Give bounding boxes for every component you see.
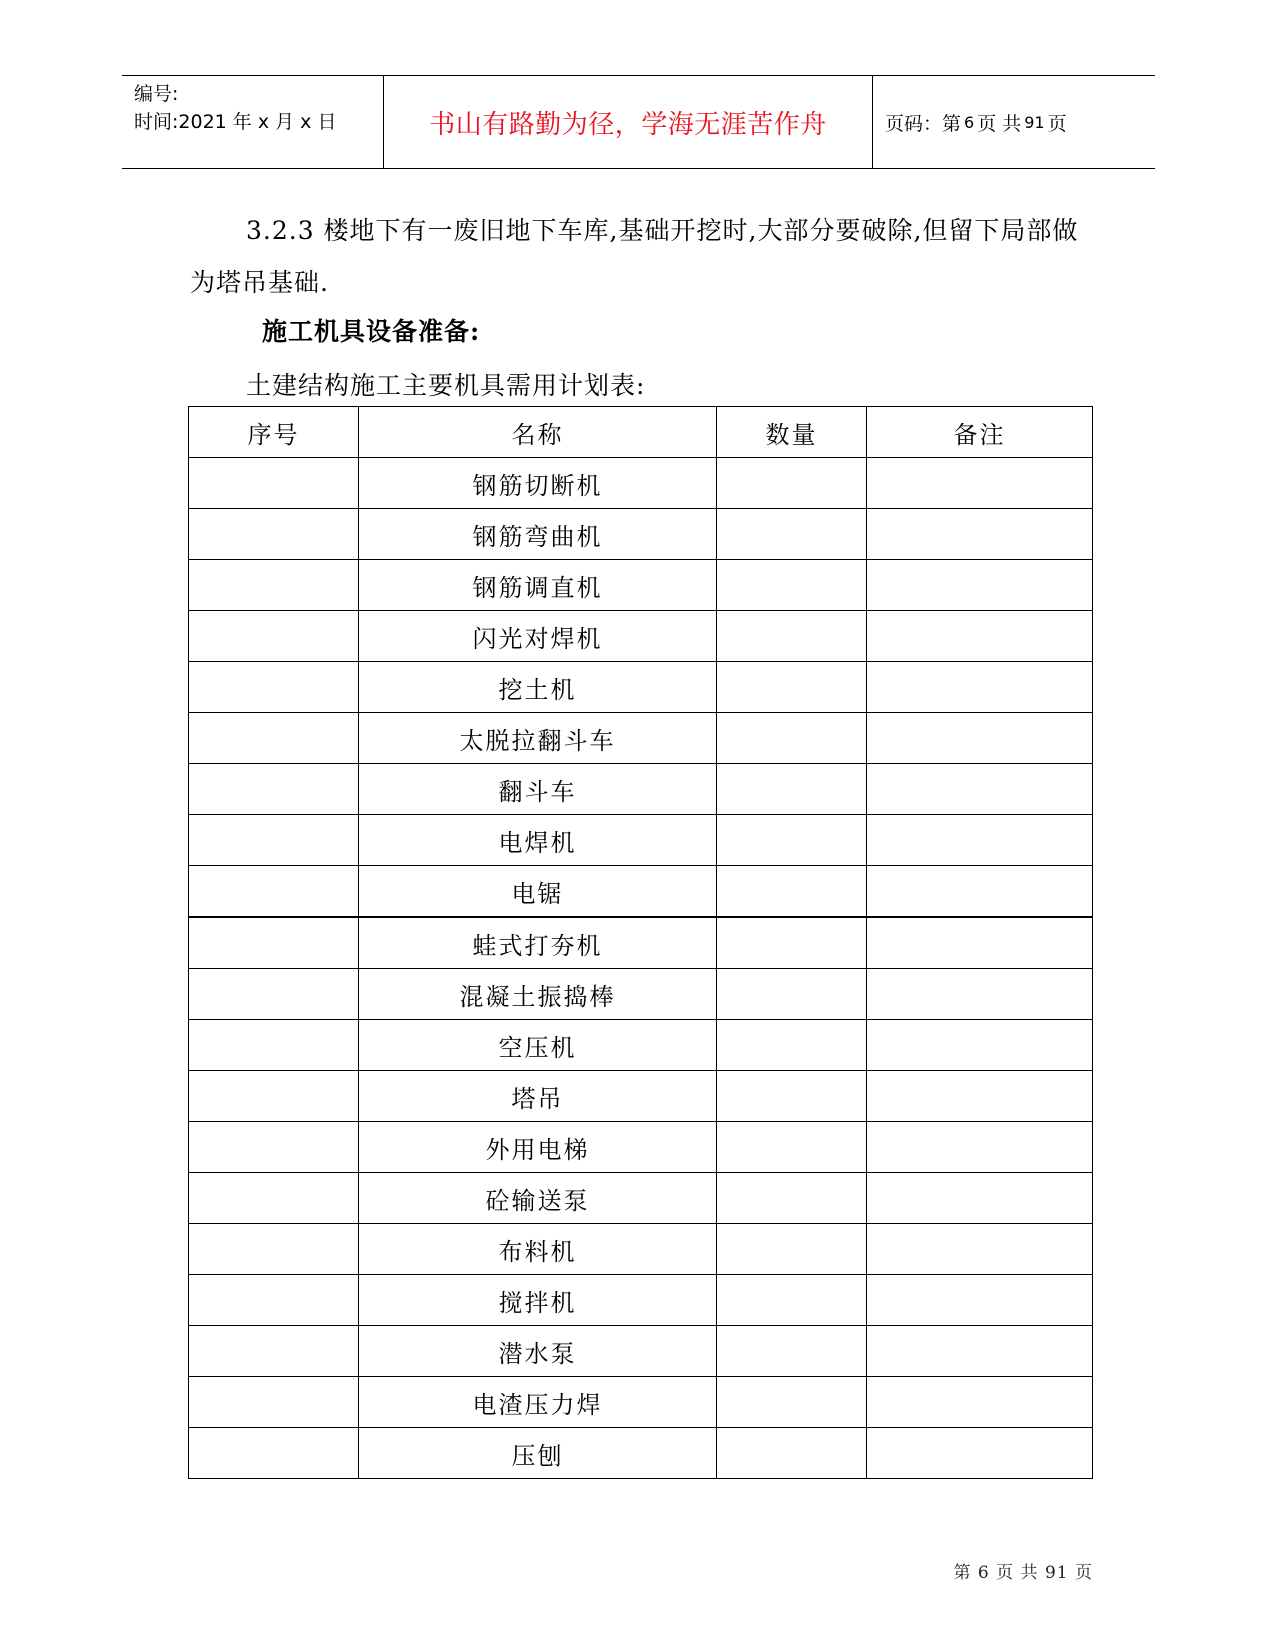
cell-serial-number <box>189 662 359 713</box>
cell-quantity <box>717 611 867 662</box>
cell-remarks <box>867 1377 1093 1428</box>
table-row <box>189 1173 1093 1224</box>
equipment-table <box>188 406 1093 1479</box>
cell-serial-number <box>189 509 359 560</box>
cell-serial-number <box>189 1122 359 1173</box>
cell-quantity <box>717 1428 867 1479</box>
cell-remarks <box>867 1020 1093 1071</box>
cell-remarks <box>867 969 1093 1020</box>
cell-serial-number <box>189 1428 359 1479</box>
cell-name: 潜水泵 <box>359 1326 717 1377</box>
cell-name: 压刨 <box>359 1428 717 1479</box>
cell-name: 外用电梯 <box>359 1122 717 1173</box>
header-remarks: 备注 <box>867 407 1093 458</box>
cell-name: 空压机 <box>359 1020 717 1071</box>
cell-serial-number <box>189 1224 359 1275</box>
table-row <box>189 713 1093 764</box>
cell-quantity <box>717 764 867 815</box>
cell-remarks <box>867 815 1093 866</box>
page-header <box>122 75 1155 169</box>
cell-quantity <box>717 969 867 1020</box>
table-row <box>189 1071 1093 1122</box>
cell-remarks <box>867 866 1093 918</box>
cell-name: 砼输送泵 <box>359 1173 717 1224</box>
table-row <box>189 969 1093 1020</box>
table-row <box>189 1224 1093 1275</box>
cell-serial-number <box>189 969 359 1020</box>
page-footer: 第 6 页 共 91 页 <box>953 1563 1093 1583</box>
cell-name: 钢筋调直机 <box>359 560 717 611</box>
cell-serial-number <box>189 611 359 662</box>
header-page-info <box>873 76 1155 168</box>
cell-name: 塔吊 <box>359 1071 717 1122</box>
table-row <box>189 1020 1093 1071</box>
cell-serial-number <box>189 815 359 866</box>
cell-serial-number <box>189 764 359 815</box>
table-row <box>189 611 1093 662</box>
cell-serial-number <box>189 458 359 509</box>
cell-quantity <box>717 1122 867 1173</box>
table-row <box>189 509 1093 560</box>
cell-quantity <box>717 662 867 713</box>
table-caption: 土建结构施工主要机具需用计划表: <box>246 371 646 400</box>
cell-remarks <box>867 1071 1093 1122</box>
table-row <box>189 560 1093 611</box>
header-meta <box>122 76 384 168</box>
document-date: 时间:2021 年 x 月 x 日 <box>134 111 337 133</box>
cell-quantity <box>717 1275 867 1326</box>
table-row <box>189 1326 1093 1377</box>
cell-remarks <box>867 662 1093 713</box>
page-mid: 页 共 <box>977 112 1022 135</box>
table-row <box>189 815 1093 866</box>
cell-serial-number <box>189 1326 359 1377</box>
cell-remarks <box>867 1173 1093 1224</box>
cell-quantity <box>717 1224 867 1275</box>
page-total: 91 <box>1024 112 1045 132</box>
cell-name: 钢筋切断机 <box>359 458 717 509</box>
cell-remarks <box>867 611 1093 662</box>
cell-quantity <box>717 866 867 918</box>
cell-name: 闪光对焊机 <box>359 611 717 662</box>
page-suffix: 页 <box>1047 112 1067 135</box>
table-row <box>189 1428 1093 1479</box>
cell-quantity <box>717 713 867 764</box>
cell-name: 蛙式打夯机 <box>359 917 717 969</box>
cell-quantity <box>717 560 867 611</box>
cell-quantity <box>717 1377 867 1428</box>
cell-name: 搅拌机 <box>359 1275 717 1326</box>
header-name: 名称 <box>359 407 717 458</box>
cell-quantity <box>717 1071 867 1122</box>
header-motto: 书山有路勤为径，学海无涯苦作舟 <box>384 76 873 168</box>
table-row <box>189 917 1093 969</box>
cell-serial-number <box>189 1275 359 1326</box>
cell-remarks <box>867 560 1093 611</box>
cell-name: 电焊机 <box>359 815 717 866</box>
cell-quantity <box>717 1020 867 1071</box>
cell-remarks <box>867 1275 1093 1326</box>
cell-serial-number <box>189 1377 359 1428</box>
cell-serial-number <box>189 1071 359 1122</box>
page-prefix: 页码：第 <box>885 112 962 135</box>
table-row <box>189 1275 1093 1326</box>
cell-remarks <box>867 458 1093 509</box>
document-number-label: 编号: <box>134 83 179 105</box>
cell-remarks <box>867 1428 1093 1479</box>
table-row <box>189 866 1093 918</box>
cell-remarks <box>867 713 1093 764</box>
cell-name: 电锯 <box>359 866 717 918</box>
cell-quantity <box>717 917 867 969</box>
table-row <box>189 1377 1093 1428</box>
cell-name: 电渣压力焊 <box>359 1377 717 1428</box>
cell-quantity <box>717 458 867 509</box>
cell-remarks <box>867 1122 1093 1173</box>
table-header-row <box>189 407 1093 458</box>
table-row <box>189 458 1093 509</box>
cell-serial-number <box>189 560 359 611</box>
table-row <box>189 1122 1093 1173</box>
cell-name: 钢筋弯曲机 <box>359 509 717 560</box>
cell-remarks <box>867 1326 1093 1377</box>
cell-name: 翻斗车 <box>359 764 717 815</box>
cell-serial-number <box>189 1173 359 1224</box>
header-quantity: 数量 <box>717 407 867 458</box>
cell-serial-number <box>189 917 359 969</box>
page-current: 6 <box>964 112 975 132</box>
cell-quantity <box>717 509 867 560</box>
body-paragraph: 3.2.3 楼地下有一废旧地下车库,基础开挖时,大部分要破除,但留下局部做为塔吊基础. <box>190 216 1079 297</box>
table-row <box>189 662 1093 713</box>
cell-remarks <box>867 509 1093 560</box>
cell-name: 挖土机 <box>359 662 717 713</box>
cell-name: 布料机 <box>359 1224 717 1275</box>
cell-serial-number <box>189 713 359 764</box>
cell-quantity <box>717 815 867 866</box>
cell-remarks <box>867 764 1093 815</box>
header-serial-number: 序号 <box>189 407 359 458</box>
table-row <box>189 764 1093 815</box>
cell-remarks <box>867 917 1093 969</box>
cell-serial-number <box>189 1020 359 1071</box>
cell-remarks <box>867 1224 1093 1275</box>
cell-serial-number <box>189 866 359 918</box>
cell-name: 混凝土振捣棒 <box>359 969 717 1020</box>
section-title: 施工机具设备准备: <box>262 317 481 346</box>
cell-name: 太脱拉翻斗车 <box>359 713 717 764</box>
cell-quantity <box>717 1173 867 1224</box>
cell-quantity <box>717 1326 867 1377</box>
